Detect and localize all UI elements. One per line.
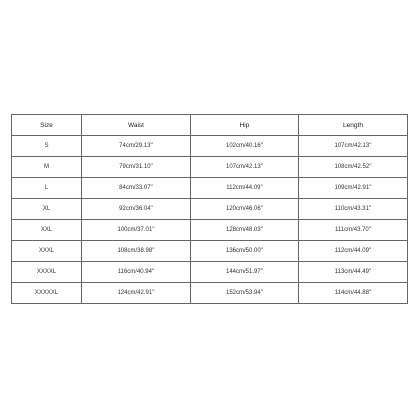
cell-length: 110cm/43.31''	[299, 199, 408, 220]
cell-size: XXXXXL	[12, 283, 82, 304]
header-size: Size	[12, 115, 82, 136]
table-row	[12, 283, 408, 304]
cell-waist: 92cm/36.04''	[82, 199, 191, 220]
header-hip: Hip	[191, 115, 299, 136]
table-row	[12, 157, 408, 178]
table-row	[12, 241, 408, 262]
cell-length: 109cm/42.91''	[299, 178, 408, 199]
table-header-row	[12, 115, 408, 136]
cell-size: XXXXL	[12, 262, 82, 283]
cell-length: 113cm/44.49''	[299, 262, 408, 283]
header-waist: Waist	[82, 115, 191, 136]
cell-hip: 120cm/46.06''	[191, 199, 299, 220]
cell-size: XXXL	[12, 241, 82, 262]
cell-hip: 107cm/42.13''	[191, 157, 299, 178]
cell-waist: 100cm/37.01''	[82, 220, 191, 241]
cell-hip: 136cm/50.00''	[191, 241, 299, 262]
cell-size: L	[12, 178, 82, 199]
cell-length: 108cm/42.52''	[299, 157, 408, 178]
header-length: Length	[299, 115, 408, 136]
cell-hip: 144cm/51.97''	[191, 262, 299, 283]
table-row	[12, 220, 408, 241]
cell-waist: 116cm/40.94''	[82, 262, 191, 283]
cell-size: M	[12, 157, 82, 178]
cell-length: 114cm/44.88''	[299, 283, 408, 304]
size-chart-table	[11, 114, 408, 304]
cell-waist: 79cm/31.10''	[82, 157, 191, 178]
cell-length: 111cm/43.70''	[299, 220, 408, 241]
table-row	[12, 262, 408, 283]
cell-waist: 84cm/33.07''	[82, 178, 191, 199]
table-row	[12, 136, 408, 157]
cell-waist: 108cm/38.98''	[82, 241, 191, 262]
cell-hip: 112cm/44.09''	[191, 178, 299, 199]
cell-waist: 74cm/29.13''	[82, 136, 191, 157]
table-row	[12, 199, 408, 220]
cell-length: 107cm/42.13''	[299, 136, 408, 157]
cell-waist: 124cm/42.91''	[82, 283, 191, 304]
cell-size: S	[12, 136, 82, 157]
cell-hip: 102cm/40.16''	[191, 136, 299, 157]
cell-length: 112cm/44.09''	[299, 241, 408, 262]
table-row	[12, 178, 408, 199]
cell-size: XL	[12, 199, 82, 220]
cell-hip: 152cm/53.94''	[191, 283, 299, 304]
cell-hip: 128cm/48.03''	[191, 220, 299, 241]
cell-size: XXL	[12, 220, 82, 241]
